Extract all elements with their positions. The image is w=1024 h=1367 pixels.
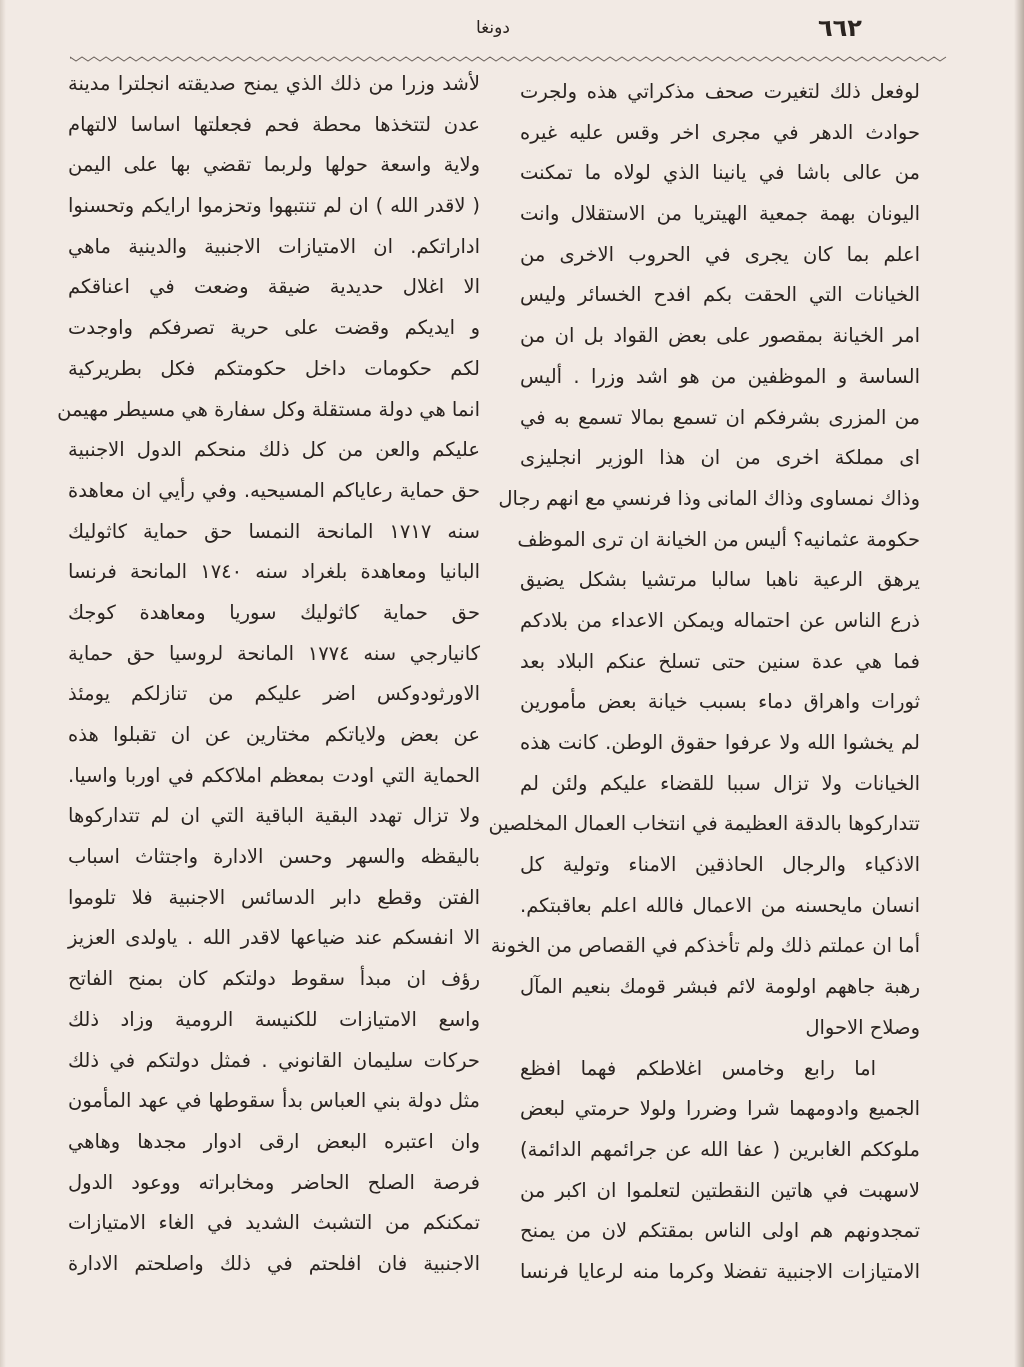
- text-line: أما ان عملتم ذلك ولم تأخذكم في القصاص من الخونة: [490, 934, 920, 958]
- text-line: ذرع الناس عن احتماله ويمكن الاعداء من بلادكم: [520, 608, 920, 632]
- text-line: لأشد وزرا من ذلك الذي يمنح صديقته انجلترا مدينة: [68, 72, 480, 95]
- text-line: الامتيازات الاجنبية تفضلا وكرما منه لرعايا فرنسا: [520, 1259, 920, 1283]
- text-line: لوفعل ذلك لتغيرت صحف مذكراتي هذه ولجرت: [520, 80, 920, 103]
- text-line: وصلاح الاحوال: [805, 1015, 920, 1039]
- text-column-left: [57, 64, 480, 1285]
- text-line: ( لاقدر الله ) ان لم تنتبهوا وتحزموا ارايكم وتحسنوا: [68, 194, 480, 218]
- scan-edge-left: [0, 0, 6, 1367]
- text-line: ولا تزال تهدد البقية الباقية التي ان لم تتداركوها: [68, 804, 480, 828]
- text-line: لم يخشوا الله ولا عرفوا حقوق الوطن. كانت هذه: [520, 731, 920, 754]
- text-line: و ايديكم وقضت على حرية تصرفكم واوجدت: [68, 316, 480, 340]
- text-line: الا اغلال حديدية ضيقة وضعت في اعناقكم: [68, 275, 480, 299]
- text-line: سنه ١٧١٧ المانحة النمسا حق حماية كاثوليك: [68, 519, 480, 543]
- scan-edge-right: [1014, 0, 1024, 1367]
- text-line: الحماية التي اودت بمعظم املاككم في اوربا واسيا.: [68, 763, 480, 787]
- text-line: الجميع وادومهما شرا وضررا ولولا حرمتي لبعض: [520, 1097, 920, 1121]
- text-line: البانيا ومعاهدة بلغراد سنه ١٧٤٠ المانحة فرنسا: [68, 560, 480, 584]
- text-line: مثل دولة بني العباس بدأ سقوطها في عهد المأمون: [68, 1089, 480, 1113]
- text-line: كانيارجي سنه ١٧٧٤ المانحة لروسيا حق حماية: [68, 641, 480, 665]
- text-line: رؤف ان مبدأ سقوط دولتكم كان بمنح الفاتح: [68, 967, 480, 991]
- text-line: الفتن وقطع دابر الدسائس الاجنبية فلا تلوموا: [68, 885, 480, 909]
- text-line: الاذكياء والرجال الحاذقين الامناء وتولية كل: [520, 853, 920, 877]
- text-line: عن بعض ولاياتكم مختارين عن ان تقبلوا هذه: [68, 723, 480, 746]
- text-line: باليقظه والسهر وحسن الادارة واجتثاث اسباب: [68, 845, 480, 869]
- text-line: اعلم بما كان يجرى في الحروب الاخرى من: [520, 242, 920, 266]
- text-line: اداراتكم. ان الامتيازات الاجنبية والدينية ماهي: [68, 234, 480, 258]
- text-line: حوادث الدهر في مجرى اخر وقس عليه غيره: [520, 120, 920, 144]
- text-column-right: [488, 72, 920, 1293]
- text-line: تمجدونهم هم اولى الناس بمقتكم لان من يمنح: [520, 1219, 920, 1243]
- text-line: رهبة جاههم اولومة لائم فبشر قومك بنعيم المآل: [520, 975, 920, 999]
- text-line: لكم حكومات داخل حكومتكم فكل بطريركية: [68, 356, 480, 380]
- page-header: [0, 14, 1024, 44]
- text-line: عدن لتتخذها محطة فحم فجعلتها اساسا لالتهام: [68, 112, 480, 136]
- text-line: اى مملكة اخرى من ان هذا الوزير انجليزى: [520, 446, 920, 470]
- text-line: حكومة عثمانيه؟ أليس من الخيانة ان ترى الموظف: [517, 527, 920, 551]
- text-line: واسع الامتيازات للكنيسة الرومية وزاد ذلك: [68, 1007, 480, 1031]
- text-line: اما رابع وخامس اغلاطكم فهما افظع: [520, 1056, 876, 1080]
- text-line: تتداركوها بالدقة العظيمة في انتخاب العمال المخلصين: [488, 812, 920, 836]
- text-line: عليكم والعن من كل ذلك منحكم الدول الاجنبية: [68, 438, 480, 462]
- header-wavy-rule: [70, 54, 950, 64]
- text-line: من المزرى بشرفكم ان تسمع بمالا تسمع به في: [520, 405, 920, 429]
- text-line: حق حماية كاثوليك سوريا ومعاهدة كوجك: [68, 600, 480, 624]
- text-line: من عالى باشا في يانينا الذي لولاه ما تمكنت: [520, 161, 920, 185]
- text-line: الا انفسكم عند ضياعها لاقدر الله . ياولدى العزيز: [68, 926, 480, 950]
- text-line: اليونان بهمة جمعية الهيتريا من الاستقلال وانت: [520, 202, 920, 226]
- text-line: حركات سليمان القانوني . فمثل دولتكم في ذلك: [68, 1048, 480, 1072]
- running-title: دونغا: [476, 18, 510, 38]
- text-line: الخيانات التي الحقت بكم افدح الخسائر وليس: [520, 283, 920, 307]
- text-line: ملوككم الغابرين ( عفا الله عن جرائمهم الدائمة): [520, 1137, 920, 1161]
- text-line: يرهق الرعية ناهبا سالبا مرتشيا بشكل يضيق: [520, 568, 920, 592]
- text-line: ولاية واسعة حولها ولربما تقضي بها على اليمن: [68, 153, 480, 177]
- page-number: ٦٦٢: [818, 14, 862, 42]
- text-line: وان اعتبره البعض ارقى ادوار مجدها وهاهي: [68, 1129, 480, 1153]
- text-line: تمكنكم من التشبث الشديد في الغاء الامتيازات: [68, 1211, 480, 1235]
- text-line: حق حماية رعاياكم المسيحيه. وفي رأيي ان معاهدة: [68, 478, 480, 502]
- text-line: فرصة الصلح الحاضر ومخابراته ووعود الدول: [68, 1170, 480, 1194]
- text-line: فما هي عدة سنين حتى تسلخ عنكم البلاد بعد: [520, 649, 920, 673]
- text-line: انسان مايحسنه من الاعمال فالله اعلم بعاقبتكم.: [520, 893, 920, 917]
- text-line: الساسة و الموظفين من هو اشد وزرا . أليس: [520, 364, 920, 388]
- text-line: الخيانات ولا تزال سببا للقضاء عليكم ولئن لم: [520, 771, 920, 795]
- text-line: الاورثودوكس اضر عليكم من تنازلكم يومئذ: [68, 682, 480, 706]
- text-line: لاسهبت في هاتين النقطتين لتعلموا ان اكبر من: [520, 1178, 920, 1202]
- text-line: امر الخيانة بمقصور على بعض القواد بل ان من: [520, 324, 920, 348]
- text-line: انما هي دولة مستقلة وكل سفارة هي مسيطر مهيمن: [57, 397, 480, 421]
- text-line: وذاك نمساوى وذاك المانى وذا فرنسي مع انهم رجال: [498, 486, 920, 510]
- text-line: ثورات واهراق دماء بسبب خيانة بعض مأمورين: [520, 690, 920, 714]
- text-line: الاجنبية فان افلحتم في ذلك واصلحتم الادارة: [68, 1251, 480, 1275]
